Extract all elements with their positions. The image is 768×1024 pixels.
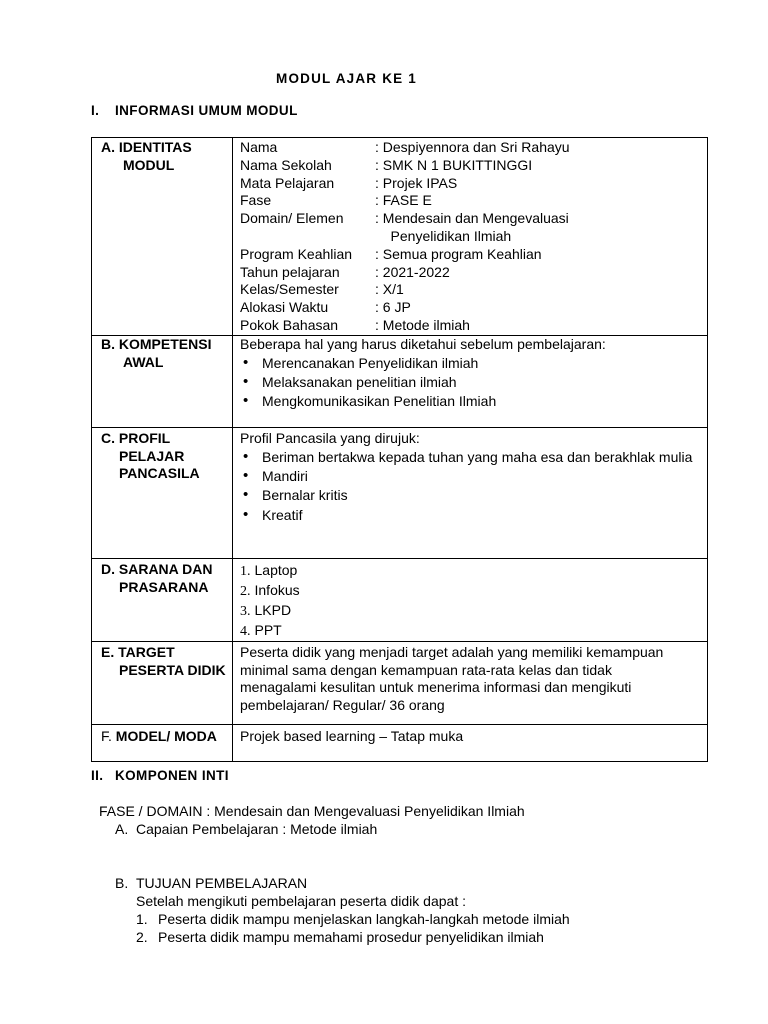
identitas-row — [240, 210, 707, 228]
identitas-row — [240, 175, 707, 193]
module-info-table — [91, 137, 708, 762]
row-target — [92, 641, 708, 724]
kompetensi-list — [240, 355, 707, 411]
list-text: Infokus — [254, 581, 300, 598]
list-item: • Mandiri — [262, 468, 707, 486]
identitas-value: : FASE E — [375, 192, 432, 209]
row-profil — [92, 427, 708, 558]
list-text: Laptop — [254, 561, 298, 578]
document-title: MODUL AJAR KE 1 — [276, 71, 418, 86]
sarana-content-cell — [233, 558, 708, 641]
identitas-value: : SMK N 1 BUKITTINGGI — [375, 156, 533, 173]
identitas-row — [240, 228, 707, 246]
sarana-label-line1: D. SARANA DAN — [101, 560, 213, 577]
target-text: Peserta didik yang menjadi target adalah yang memiliki kemampuan minimal sama dengan kemampuan rata-rata kelas dan tidak menagalami kesulitan untuk menerima informasi dan mengikuti pembelajaran/ Regular/ 36 orang — [240, 643, 664, 714]
tujuan-item-text: Peserta didik mampu menjelaskan langkah-langkah metode ilmiah — [158, 911, 570, 927]
identitas-key: Tahun pelajaran — [240, 263, 340, 280]
row-sarana — [92, 558, 708, 641]
model-label: MODEL/ MODA — [115, 727, 217, 744]
identitas-key: Kelas/Semester — [240, 281, 339, 298]
list-number: 3. — [240, 603, 251, 619]
tujuan-number: B. — [115, 875, 129, 891]
identitas-row — [240, 246, 707, 264]
tujuan-intro: Setelah mengikuti pembelajaran peserta didik dapat : — [136, 893, 466, 909]
identitas-value: : Projek IPAS — [375, 174, 458, 191]
identitas-row — [240, 317, 707, 335]
tujuan-item-number: 2. — [136, 929, 148, 945]
target-label-line2: PESERTA DIDIK — [119, 661, 226, 678]
list-item: • Mengkomunikasikan Penelitian Ilmiah — [262, 393, 707, 411]
identitas-value: Penyelidikan Ilmiah — [375, 227, 512, 244]
identitas-value: : Mendesain dan Mengevaluasi — [375, 210, 569, 227]
tujuan-item-text: Peserta didik mampu memahami prosedur penyelidikan ilmiah — [158, 929, 544, 945]
identitas-key: Alokasi Waktu — [240, 299, 329, 316]
model-text: Projek based learning – Tatap muka — [240, 727, 464, 744]
identitas-key: Mata Pelajaran — [240, 174, 335, 191]
kompetensi-content-cell — [233, 335, 708, 427]
profil-label-cell — [92, 427, 233, 558]
identitas-label-line2: MODUL — [123, 156, 175, 173]
row-model — [92, 724, 708, 761]
identitas-key: Domain/ Elemen — [240, 210, 344, 227]
section-2-heading: KOMPONEN INTI — [115, 768, 229, 783]
section-1-number: I. — [91, 103, 100, 118]
section-1-heading: INFORMASI UMUM MODUL — [115, 103, 298, 118]
profil-label-line3: PANCASILA — [119, 465, 200, 482]
identitas-row — [240, 139, 707, 157]
identitas-key: Pokok Bahasan — [240, 316, 339, 333]
kompetensi-label-cell — [92, 335, 233, 427]
target-label-cell — [92, 641, 233, 724]
list-item — [240, 601, 707, 621]
identitas-key — [240, 228, 375, 246]
tujuan-item-number: 1. — [136, 911, 148, 927]
sarana-label-cell — [92, 558, 233, 641]
list-number: 4. — [240, 623, 251, 639]
identitas-value: : X/1 — [375, 281, 404, 298]
model-label-cell — [92, 724, 233, 761]
identitas-content-cell — [233, 138, 708, 336]
identitas-row — [240, 192, 707, 210]
list-item: • Beriman bertakwa kepada tuhan yang maha esa dan berakhlak mulia — [262, 449, 707, 467]
row-kompetensi — [92, 335, 708, 427]
model-content-cell — [233, 724, 708, 761]
list-text: PPT — [254, 621, 282, 638]
profil-label-line2: PELAJAR — [119, 447, 185, 464]
profil-intro: Profil Pancasila yang dirujuk: — [240, 429, 420, 446]
list-item: • Merencanakan Penyelidikan ilmiah — [262, 355, 707, 373]
list-item: • Kreatif — [262, 507, 707, 525]
identitas-row — [240, 299, 707, 317]
capaian-text: Capaian Pembelajaran : Metode ilmiah — [136, 821, 378, 837]
tujuan-heading: TUJUAN PEMBELAJARAN — [136, 875, 308, 891]
kompetensi-intro: Beberapa hal yang harus diketahui sebelum pembelajaran: — [240, 335, 606, 352]
list-item — [240, 581, 707, 601]
list-item — [240, 621, 707, 641]
profil-list — [240, 449, 707, 524]
identitas-label-cell — [92, 138, 233, 336]
identitas-row — [240, 281, 707, 299]
identitas-key: Fase — [240, 192, 272, 209]
list-number: 2. — [240, 583, 251, 599]
identitas-value: : Semua program Keahlian — [375, 245, 542, 262]
kompetensi-label-line1: B. KOMPETENSI — [101, 335, 212, 352]
identitas-label-line1: A. IDENTITAS — [101, 139, 192, 155]
target-content-cell — [233, 641, 708, 724]
fase-domain-text: FASE / DOMAIN : Mendesain dan Mengevaluasi Penyelidikan Ilmiah — [99, 803, 525, 819]
identitas-value: : Metode ilmiah — [375, 316, 470, 333]
identitas-key: Nama — [240, 139, 278, 155]
profil-label-line1: C. PROFIL — [101, 429, 171, 446]
capaian-number: A. — [115, 821, 129, 837]
row-identitas — [92, 138, 708, 336]
kompetensi-label-line2: AWAL — [123, 353, 164, 370]
identitas-value: : 2021-2022 — [375, 263, 450, 280]
sarana-list — [240, 559, 707, 641]
identitas-row — [240, 157, 707, 175]
sarana-label-line2: PRASARANA — [119, 578, 209, 595]
identitas-value: : 6 JP — [375, 299, 411, 316]
identitas-value: : Despiyennora dan Sri Rahayu — [375, 139, 570, 155]
list-item: • Melaksanakan penelitian ilmiah — [262, 374, 707, 392]
list-item: • Bernalar kritis — [262, 487, 707, 505]
model-label-prefix: F. — [101, 727, 116, 744]
profil-content-cell — [233, 427, 708, 558]
list-text: LKPD — [254, 601, 292, 618]
identitas-key: Nama Sekolah — [240, 156, 332, 173]
identitas-row — [240, 264, 707, 282]
identitas-key: Program Keahlian — [240, 245, 353, 262]
section-2-number: II. — [91, 768, 104, 783]
list-item — [240, 561, 707, 581]
list-number: 1. — [240, 563, 251, 579]
target-label-line1: E. TARGET — [101, 643, 175, 660]
